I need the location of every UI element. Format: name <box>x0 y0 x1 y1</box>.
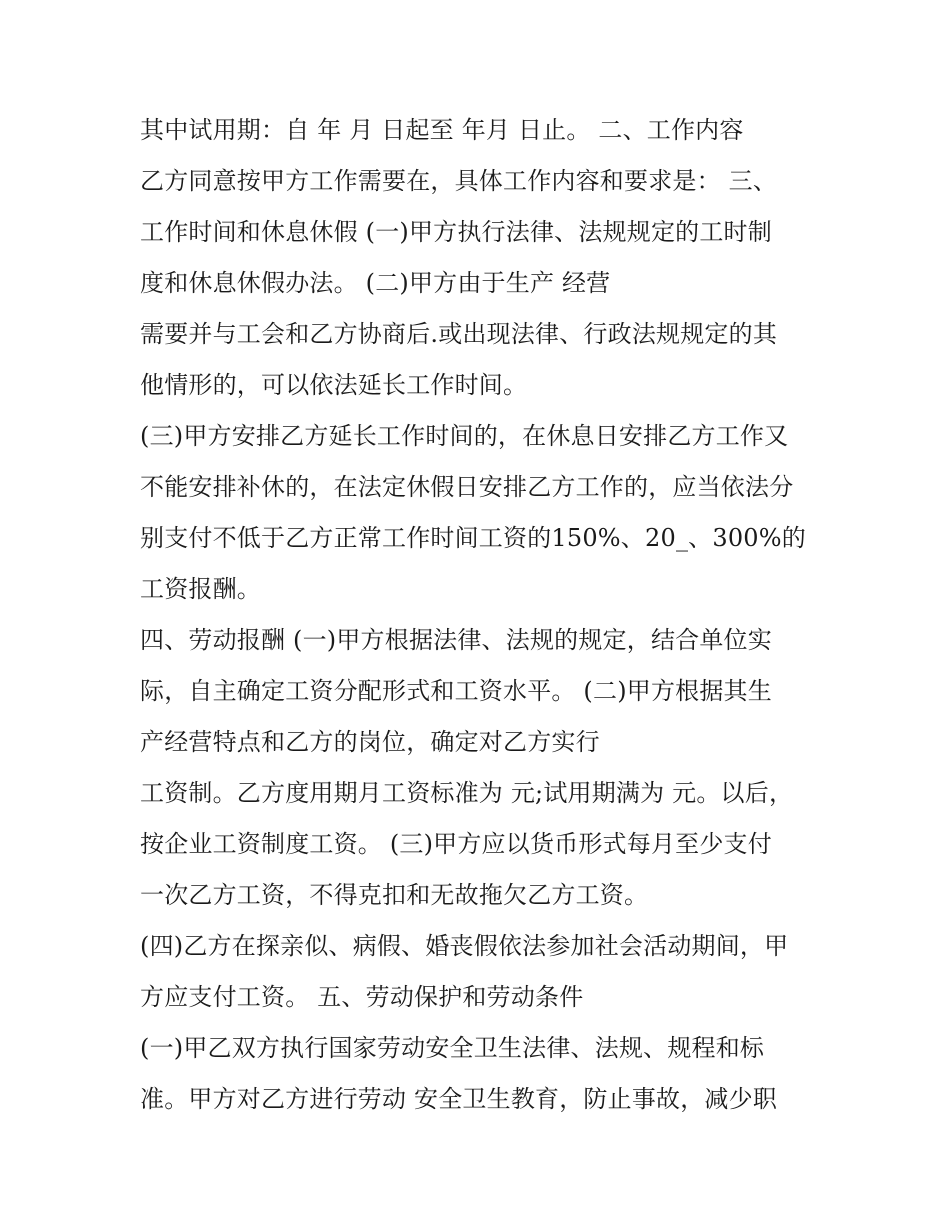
text-line: 工资报酬。 <box>140 575 261 603</box>
text-line: 不能安排补休的，在法定休假日安排乙方工作的，应当依法分 <box>140 473 794 501</box>
text-line: 按企业工资制度工资。 (三)甲方应以货币形式每月至少支付 <box>140 830 772 858</box>
text-line: 需要并与工会和乙方协商后.或出现法律、行政法规规定的其 <box>140 320 778 348</box>
text-line: (四)乙方在探亲似、病假、婚丧假依法参加社会活动期间，甲 <box>140 932 789 960</box>
text-line: (三)甲方安排乙方延长工作时间的，在休息日安排乙方工作又 <box>140 422 789 450</box>
text-line: 四、劳动报酬 (一)甲方根据法律、法规的规定，结合单位实 <box>140 626 772 654</box>
text-line: (一)甲乙双方执行国家劳动安全卫生法律、法规、规程和标 <box>140 1034 765 1062</box>
text-line: 工资制。乙方度用期月工资标准为 元;试用期满为 元。以后， <box>140 779 794 807</box>
text-line: 别支付不低于乙方正常工作时间工资的150%、20_、300%的 <box>140 524 806 552</box>
text-line: 他情形的，可以依法延长工作时间。 <box>140 371 528 399</box>
text-line: 工作时间和休息休假 (一)甲方执行法律、法规规定的工时制 <box>140 218 772 246</box>
text-line: 际，自主确定工资分配形式和工资水平。 (二)甲方根据其生 <box>140 677 772 705</box>
text-line: 方应支付工资。 五、劳动保护和劳动条件 <box>140 983 584 1011</box>
text-line: 产经营特点和乙方的岗位，确定对乙方实行 <box>140 728 600 756</box>
text-line: 度和休息休假办法。 (二)甲方由于生产 经营 <box>140 269 611 297</box>
text-line: 其中试用期：自 年 月 日起至 年月 日止。 二、工作内容 <box>140 116 744 144</box>
text-line: 准。甲方对乙方进行劳动 安全卫生教育，防止事故，减少职 <box>140 1085 778 1113</box>
document-body <box>140 108 820 1128</box>
text-line: 乙方同意按甲方工作需要在，具体工作内容和要求是： 三、 <box>140 167 778 195</box>
text-line: 一次乙方工资，不得克扣和无故拖欠乙方工资。 <box>140 881 649 909</box>
